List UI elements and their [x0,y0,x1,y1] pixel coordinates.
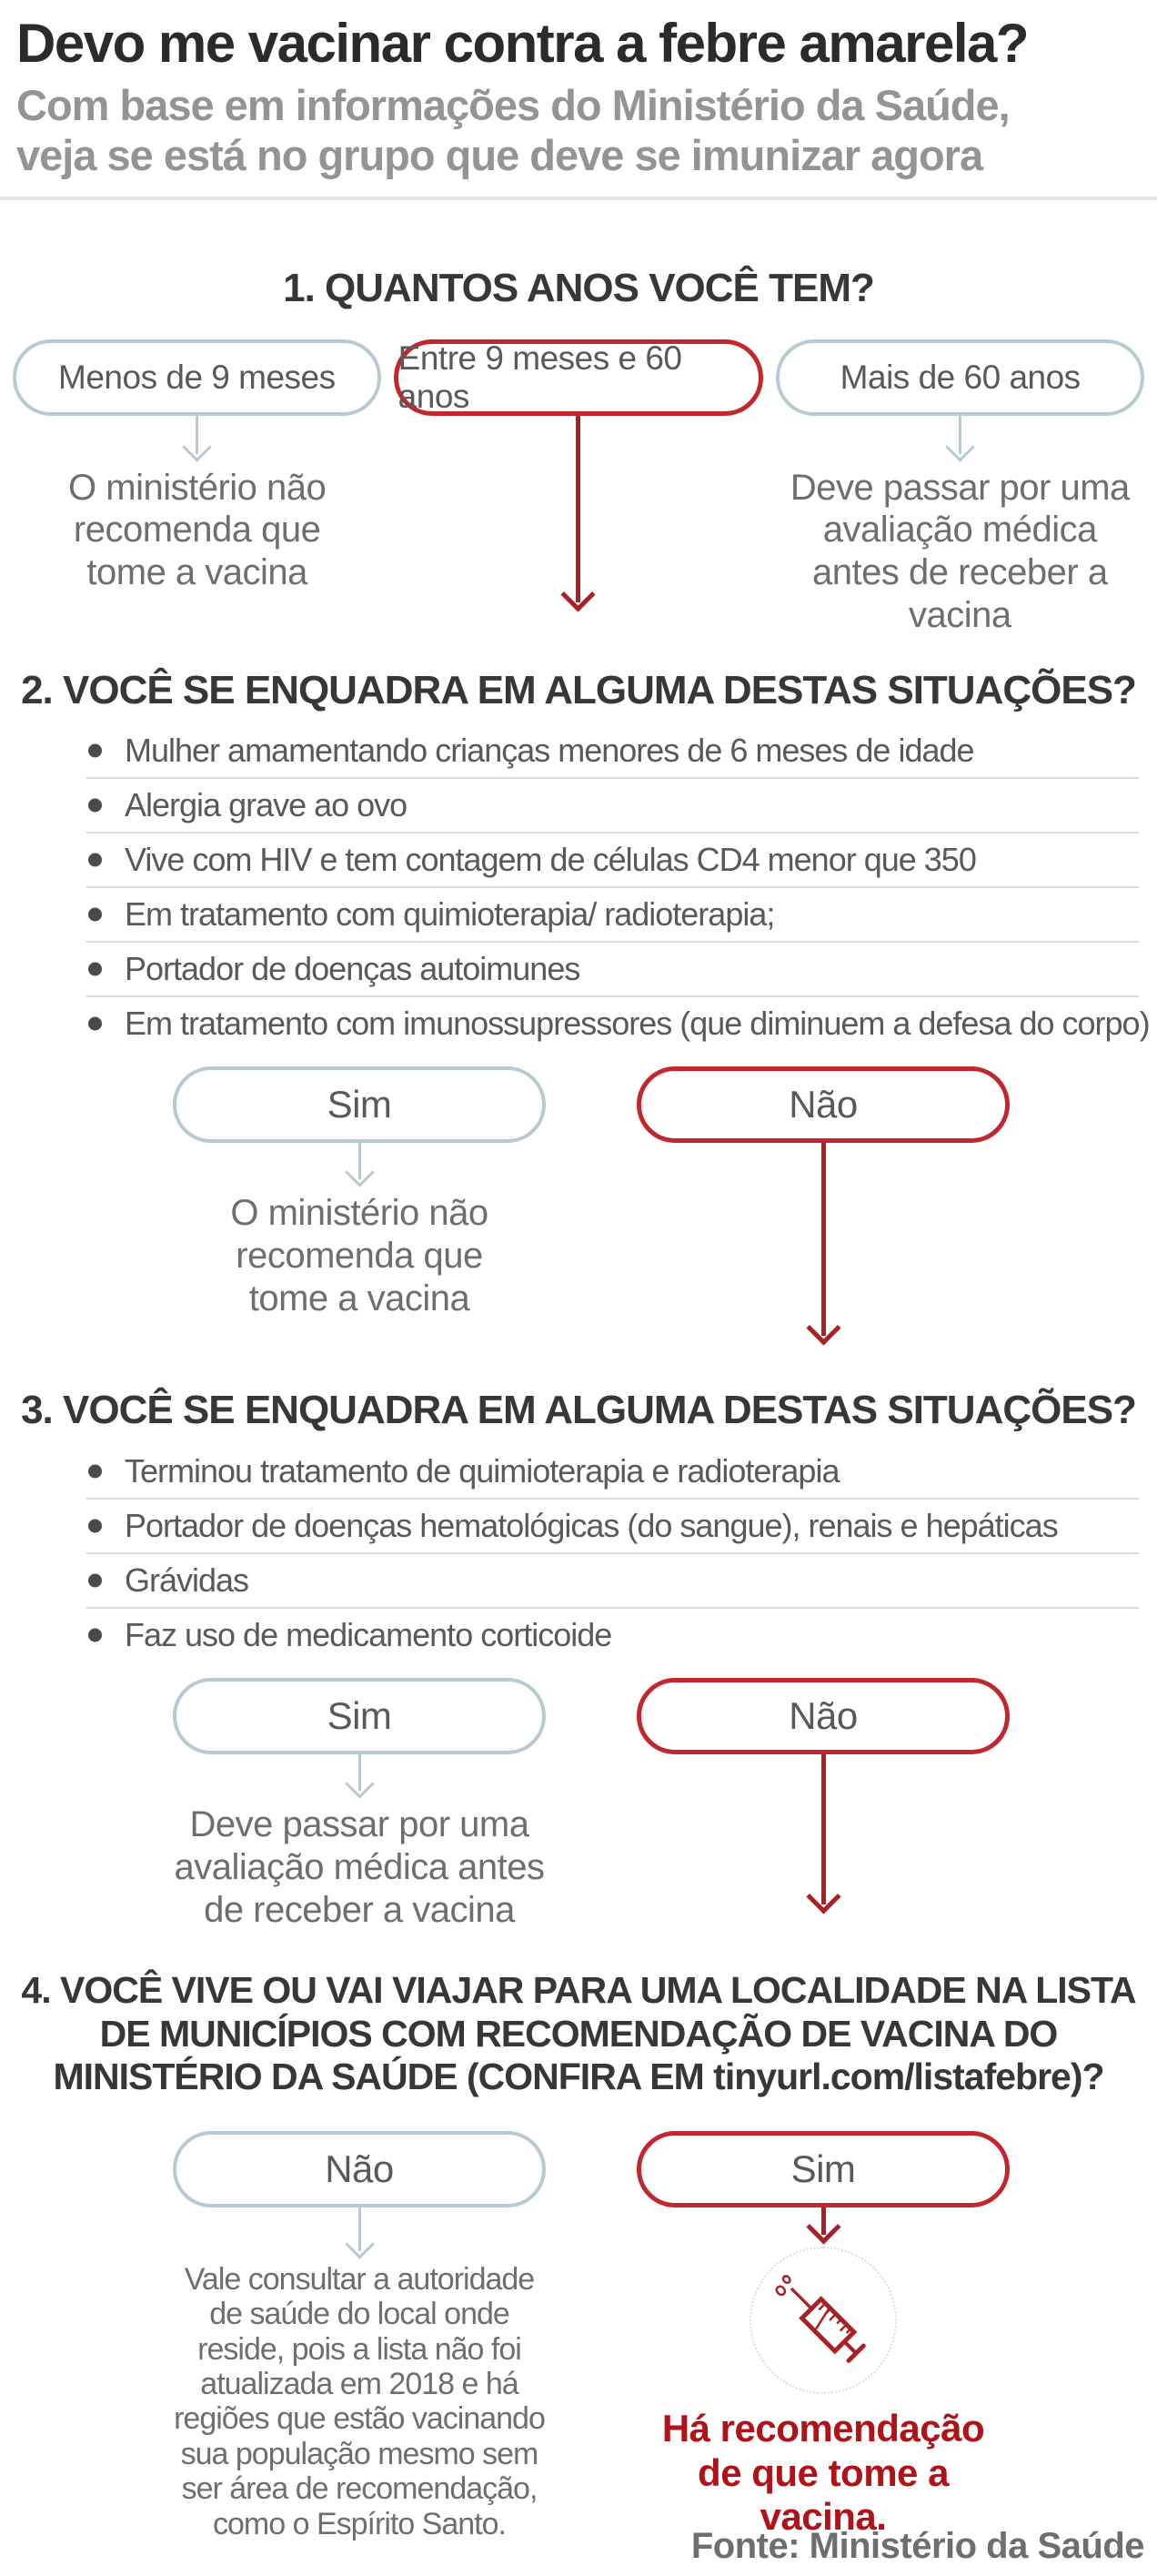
list-item: Grávidas [86,1554,1139,1609]
result-text-medical-evaluation: Deve passar por uma avaliação médica antes de receber a vacina [790,467,1130,636]
result-text-consult-authority: Vale consultar a autoridade de saúde do local onde reside, pois a lista não foi atualizada em 2018 e há regiões que estão vacinando sua população mesmo sem ser área de recomendação, como o Espírito Santo. [174,2261,545,2541]
list-item: Portador de doenças hematológicas (do sangue), renais e hepáticas [86,1500,1139,1554]
question-4-connectors [0,2207,1157,2541]
list-item: Terminou tratamento de quimioterapia e radioterapia [86,1445,1139,1500]
arrow-down-red-icon [811,2207,836,2239]
result-text-medical-evaluation: Deve passar por uma avaliação médica antes de receber a vacina [174,1804,545,1930]
header [0,15,1157,180]
list-item: Em tratamento com quimioterapia/ radioterapia; [86,888,1139,943]
question-3-connectors [0,1754,1157,1931]
question-1 [0,266,1157,637]
question-2 [0,668,1157,1341]
arrow-down-red-icon [811,1754,836,1909]
option-sim[interactable]: Sim [637,2131,1010,2207]
arrow-down-red-icon [566,416,590,607]
source-credit: Fonte: Ministério da Saúde [690,2526,1144,2566]
option-entre-9-meses-e-60-anos[interactable]: Entre 9 meses e 60 anos [394,339,764,416]
arrow-down-icon [349,1143,370,1183]
list-item: Portador de doenças autoimunes [86,943,1139,997]
option-menos-de-9-meses[interactable]: Menos de 9 meses [13,339,381,416]
question-1-title: 1. QUANTOS ANOS VOCÊ TEM? [283,266,874,311]
question-3 [0,1388,1157,1931]
option-nao[interactable]: Não [173,2131,546,2207]
arrow-down-icon [186,416,207,458]
question-1-connectors [0,416,1157,637]
arrow-down-icon [349,2207,370,2255]
syringe-icon [763,2260,883,2380]
question-2-options [0,1066,1157,1143]
option-mais-de-60-anos[interactable]: Mais de 60 anos [776,339,1144,416]
result-text-no-vaccine: O ministério não recomenda que tome a vacina [68,467,327,593]
header-divider [0,197,1157,200]
question-3-title: 3. VOCÊ SE ENQUADRA EM ALGUMA DESTAS SITUAÇÕES? [21,1388,1136,1433]
arrow-down-red-icon [811,1143,836,1340]
list-item: Vive com HIV e tem contagem de células CD4 menor que 350 [86,833,1139,888]
option-nao[interactable]: Não [637,1678,1010,1754]
question-3-criteria-list [86,1445,1139,1662]
arrow-down-icon [349,1754,370,1794]
option-sim[interactable]: Sim [173,1678,546,1754]
question-4-title-line: 4. VOCÊ VIVE OU VAI VIAJAR PARA UMA LOCALIDADE NA LISTA [21,1969,1136,2012]
question-2-connectors [0,1143,1157,1340]
page-subtitle: Com base em informações do Ministério da Saúde, veja se está no grupo que deve se imunizar agora [16,81,1010,179]
result-text-take-vaccine: Há recomendação de que tome a vacina. [661,2406,985,2539]
option-sim[interactable]: Sim [173,1066,546,1143]
question-4 [0,1969,1157,2541]
list-item: Em tratamento com imunossupressores (que diminuem a defesa do corpo) [86,997,1139,1050]
question-1-options [0,339,1157,416]
result-text-no-vaccine: O ministério não recomenda que tome a vacina [230,1193,488,1318]
list-item: Mulher amamentando crianças menores de 6 meses de idade [86,724,1139,779]
question-4-title [0,1969,1157,2097]
question-4-options [0,2131,1157,2207]
question-2-title: 2. VOCÊ SE ENQUADRA EM ALGUMA DESTAS SITUAÇÕES? [21,667,1136,712]
syringe-badge [750,2247,897,2394]
option-nao[interactable]: Não [637,1066,1010,1143]
page-title: Devo me vacinar contra a febre amarela? [16,13,1029,74]
list-item: Alergia grave ao ovo [86,779,1139,833]
list-item: Faz uso de medicamento corticoide [86,1609,1139,1662]
question-4-title-line: DE MUNICÍPIOS COM RECOMENDAÇÃO DE VACINA DO [99,2012,1058,2055]
question-4-title-line: MINISTÉRIO DA SAÚDE (CONFIRA EM tinyurl.com/listafebre)? [53,2055,1104,2097]
question-2-criteria-list [86,724,1150,1050]
question-3-options [0,1678,1157,1754]
arrow-down-icon [950,416,971,458]
